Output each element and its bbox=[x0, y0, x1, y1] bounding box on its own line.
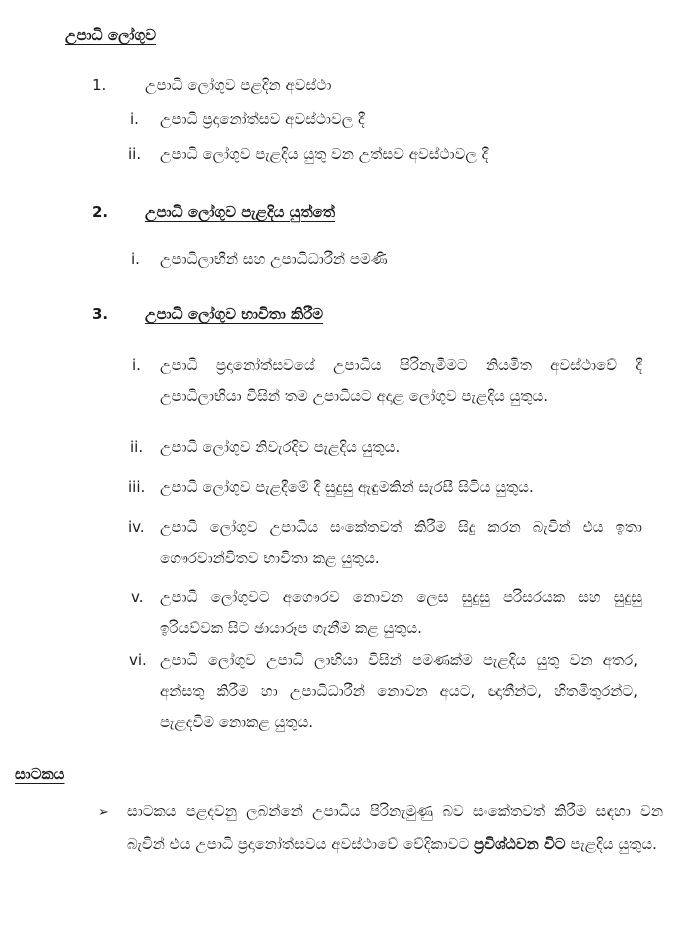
section-3-item-ii-marker: ii. bbox=[130, 438, 144, 456]
section-3-item-vi-marker: vi. bbox=[129, 651, 147, 669]
sataka-paragraph-pre: සාටකය පළදවනු ලබන්නේ උපාධිය පිරිනැමුණු බව සංකේතවත් කිරීම සඳහා වන බැවින් එය උපාධි ප්‍රදානෝත්සවය අවස්ථාවේ වේදිකාවට bbox=[127, 802, 663, 853]
sataka-paragraph-post: පැළදිය යුතුය. bbox=[565, 835, 657, 853]
section-3-item-v-marker: v. bbox=[131, 588, 144, 606]
sataka-heading: සාටකය bbox=[15, 765, 65, 783]
section-2-number: 2. bbox=[92, 203, 109, 221]
section-3-item-ii-text: උපාධි ලෝගුව නිවැරදිව පැළදිය යුතුය. bbox=[160, 438, 401, 456]
section-2-heading: උපාධි ලෝගුව පැළදිය යුත්තේ bbox=[145, 203, 336, 221]
section-1-item-ii-marker: ii. bbox=[128, 145, 142, 163]
section-1-heading: උපාධි ලෝගුව පළදින අවස්ථා bbox=[145, 76, 332, 94]
sataka-paragraph-bold: ප්‍රවිශ්ඨවන විට bbox=[474, 835, 566, 853]
section-3-item-iv-marker: iv. bbox=[128, 518, 145, 536]
section-3-number: 3. bbox=[92, 305, 109, 323]
section-2-item-i-text: උපාධිලාභීන් සහ උපාධිධාරීන් පමණි bbox=[160, 250, 388, 268]
section-3-heading: උපාධි ලෝගුව භාවිතා කිරීම bbox=[145, 305, 324, 323]
section-3-item-i-text: උපාධි ප්‍රදානෝත්සවයේ උපාධිය පිරිනැමීමට නියමිත අවස්ථාවේ දී උපාධිලාභියා විසින් තම උපාධියට අදාළ ලෝගුව පැළදිය යුතුය. bbox=[160, 356, 642, 405]
section-2-item-i-marker: i. bbox=[131, 250, 140, 268]
arrow-bullet-icon: ➢ bbox=[98, 805, 109, 820]
section-1-item-i-text: උපාධි ප්‍රදානෝත්සව අවස්ථාවල දී bbox=[160, 110, 365, 128]
section-3-item-v-text: උපාධි ලෝගුවට අගෞරව නොවන ලෙස සුදුසු පරිසරයක සහ සුදුසු ඉරියව්වක සිට ඡායාරූප ගැනීම කළ යුතුය. bbox=[160, 588, 642, 637]
section-3-item-iv-text: උපාධි ලෝගුව උපාධිය සංකේතවත් කිරීම සිදු කරන බැවින් එය ඉතා ගෞරවාන්විතව භාවිතා කළ යුතුය. bbox=[160, 518, 642, 567]
section-1-item-ii-text: උපාධි ලෝගුව පැළදිය යුතු වන උත්සව අවස්ථාවල දී bbox=[160, 145, 489, 163]
section-1-item-i-marker: i. bbox=[130, 110, 139, 128]
section-3-item-i-marker: i. bbox=[132, 356, 141, 374]
section-3-item-iii-marker: iii. bbox=[128, 478, 146, 496]
page-title: උපාධි ලෝගුව bbox=[65, 26, 156, 44]
section-1-number: 1. bbox=[92, 76, 107, 94]
sataka-paragraph bbox=[127, 795, 663, 861]
section-3-item-iii-text: උපාධි ලෝගුව පැළදීමේ දී සුදුසු ඇඳුමකින් සැරසී සිටිය යුතුය. bbox=[160, 478, 534, 496]
section-3-item-vi-text: උපාධි ලෝගුව උපාධි ලාභියා විසින් පමණක්ම පැළදිය යුතු වන අතර, අන්සතු කිරීම හා උපාධිධාරීන් නොවන අයට, ඥාතීන්ට, හිතමිතුරන්ට, පැළදවීම නොකළ යුතුය. bbox=[160, 651, 638, 731]
